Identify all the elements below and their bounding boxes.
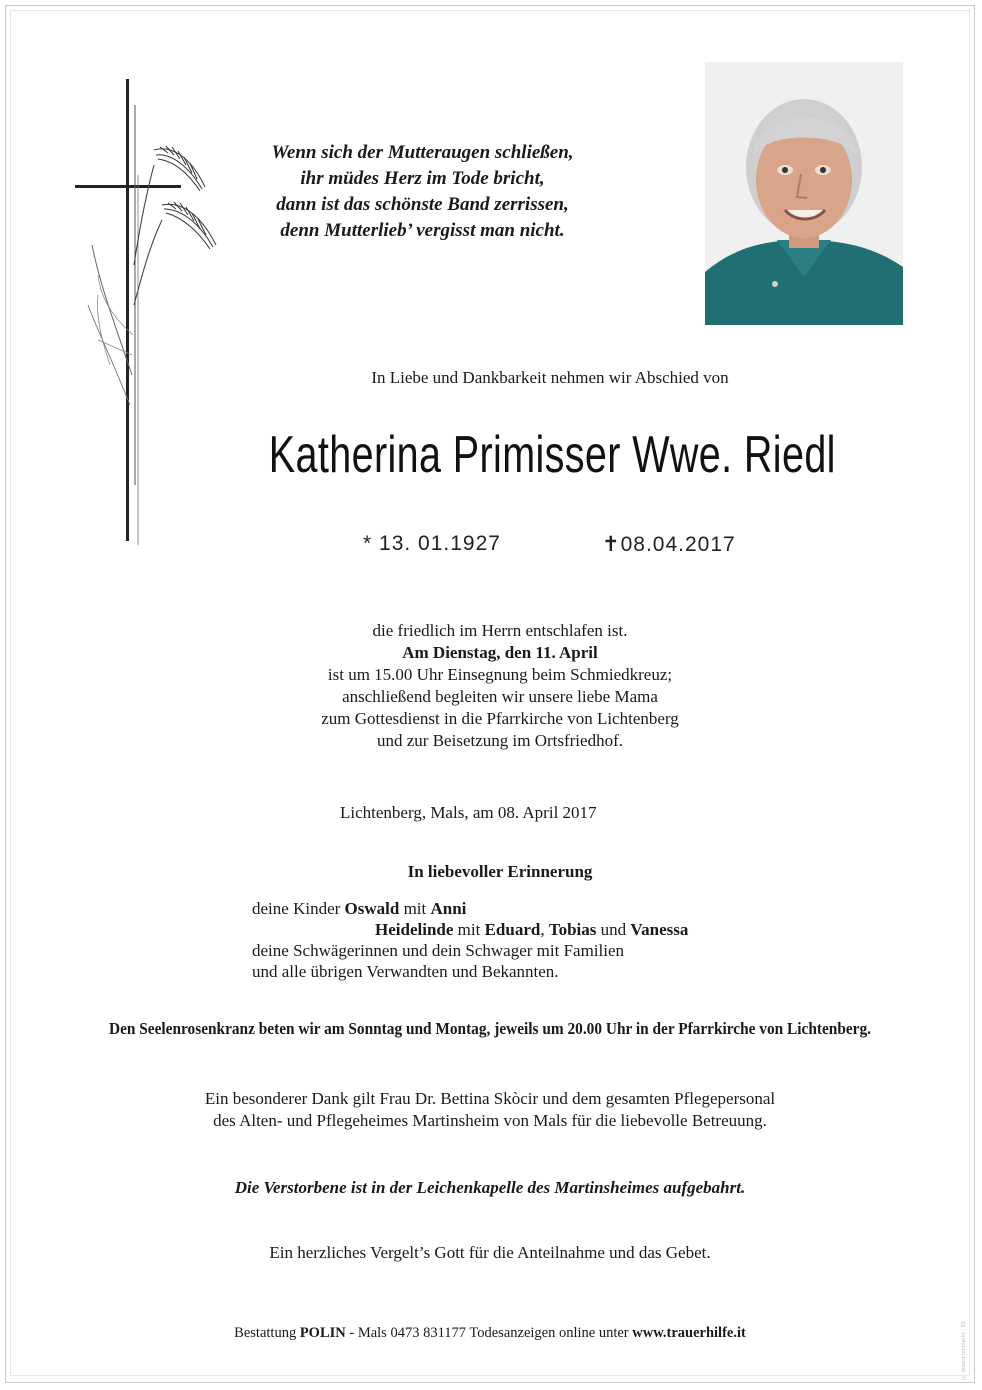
mourner-name: Anni: [430, 899, 467, 918]
laid-out-notice: Die Verstorbene ist in der Leichenkapelle des Martinsheimes aufgebahrt.: [234, 1178, 746, 1197]
death-date-value: 08.04.2017: [620, 533, 736, 556]
text: und: [596, 920, 631, 939]
closing-thanks: Ein herzliches Vergelt’s Gott für die Anteilnahme und das Gebet.: [269, 1243, 711, 1262]
undertaker-name: POLIN: [299, 1325, 346, 1341]
mourners-line: [252, 898, 688, 919]
birth-date: [363, 532, 501, 556]
memory-heading: In liebevoller Erinnerung: [407, 862, 593, 881]
text: deine Kinder: [252, 899, 345, 918]
text: ,: [540, 920, 549, 939]
cross-with-wheat-icon: [70, 75, 225, 545]
rosary-notice: Den Seelenrosenkranz beten wir am Sonntag und Montag, jeweils um 20.00 Uhr in der Pfarrkirche von Lichtenberg.: [108, 1019, 871, 1038]
birth-date-value: 13. 01.1927: [379, 532, 501, 555]
deceased-name: Katherina Primisser Wwe. Riedl: [268, 426, 836, 484]
details-line-date: Am Dienstag, den 11. April: [402, 643, 598, 662]
mourner-name: Eduard: [484, 920, 541, 939]
details-line: die friedlich im Herrn entschlafen ist.: [372, 621, 628, 640]
mourner-name: Heidelinde: [375, 920, 454, 939]
mourners-line: und alle übrigen Verwandten und Bekannten.: [252, 962, 559, 981]
poem-line: Wenn sich der Mutteraugen schließen,: [271, 142, 574, 163]
thanks-line: des Alten- und Pflegeheimes Martinsheim von Mals für die liebevolle Betreuung.: [213, 1111, 767, 1130]
details-line: ist um 15.00 Uhr Einsegnung beim Schmiedkreuz;: [327, 665, 673, 684]
intro-text: In Liebe und Dankbarkeit nehmen wir Abschied von: [371, 368, 729, 387]
details-line: zum Gottesdienst in die Pfarrkirche von Lichtenberg: [321, 709, 679, 728]
poem-line: dann ist das schönste Band zerrissen,: [276, 194, 569, 215]
text: mit: [453, 920, 485, 939]
thanks-line: Ein besonderer Dank gilt Frau Dr. Bettina Skòcir und dem gesamten Pflegepersonal: [204, 1089, 776, 1108]
death-cross-icon: ✝: [602, 533, 621, 556]
thanks-note: [100, 1088, 880, 1132]
text: mit: [399, 899, 431, 918]
mourner-name: Oswald: [344, 899, 400, 918]
mourners-line: deine Schwägerinnen und dein Schwager mit Familien: [252, 941, 625, 960]
death-date: [602, 532, 736, 557]
footer: [100, 1325, 880, 1342]
portrait-photo: [705, 62, 903, 325]
details-line: und zur Beisetzung im Ortsfriedhof.: [377, 731, 623, 750]
mourner-name: Vanessa: [630, 920, 689, 939]
website-link[interactable]: www.trauerhilfe.it: [632, 1325, 746, 1341]
poem-line: ihr müdes Herz im Tode bricht,: [300, 168, 545, 189]
side-imprint: © dolomitenmarkt - 01: [961, 1321, 967, 1380]
footer-text: - Mals 0473 831177 Todesanzeigen online unter: [345, 1325, 633, 1341]
birth-symbol: *: [363, 532, 373, 555]
details-line: anschließend begleiten wir unsere liebe Mama: [342, 687, 658, 706]
place-and-date: Lichtenberg, Mals, am 08. April 2017: [340, 803, 597, 822]
mourners-list: [252, 898, 688, 982]
mourners-line: [252, 919, 688, 940]
footer-text: Bestattung: [234, 1325, 300, 1341]
funeral-details: [200, 620, 800, 752]
mourner-name: Tobias: [548, 920, 597, 939]
poem: [250, 140, 595, 244]
poem-line: denn Mutterlieb’ vergisst man nicht.: [280, 220, 565, 241]
